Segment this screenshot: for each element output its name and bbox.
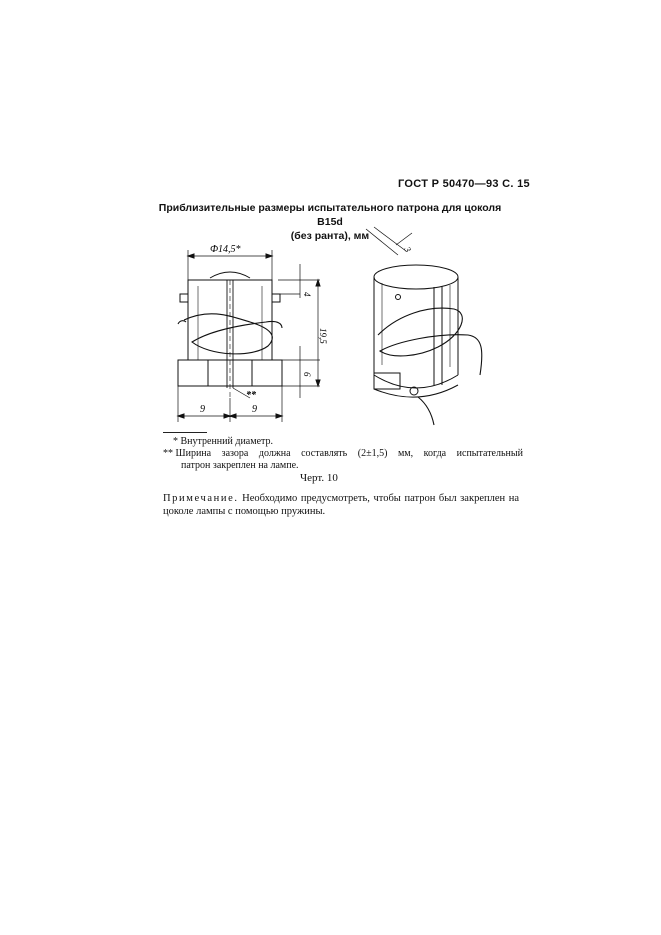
note-label: Примечание. bbox=[163, 493, 239, 504]
fn2-word: (2±1,5) bbox=[357, 448, 388, 459]
note-paragraph bbox=[163, 492, 519, 518]
note-text: Необходимо предусмотреть, чтобы патрон был закреплен на цоколе лампы с помощью пружины. bbox=[163, 493, 519, 517]
fn2-word: мм, bbox=[397, 448, 414, 459]
figure-title-line-1: Приблизительные размеры испытательного патрона для цоколя B15d bbox=[158, 202, 502, 228]
fn2-word: когда bbox=[423, 448, 447, 459]
footnote-2-line-2: патрон закреплен на лампе. bbox=[181, 460, 299, 471]
gap-marker-label: ** bbox=[246, 390, 256, 401]
footnote-2-line-1 bbox=[163, 448, 523, 460]
figure-caption: Черт. 10 bbox=[300, 472, 338, 484]
page-header: ГОСТ Р 50470—93 С. 15 bbox=[398, 178, 530, 190]
dim-gap-label: 3 bbox=[402, 245, 414, 254]
socket-perspective-drawing bbox=[358, 225, 498, 435]
footnote-1: * Внутренний диаметр. bbox=[173, 436, 273, 447]
fn2-word: должна bbox=[258, 448, 291, 459]
dim-diameter-label: Ф14,5* bbox=[210, 244, 241, 255]
fn2-word: зазора bbox=[221, 448, 249, 459]
fn2-word: ** Ширина bbox=[163, 448, 212, 459]
dim-height-label: 19,5 bbox=[318, 328, 328, 344]
fn2-word: испытательный bbox=[456, 448, 523, 459]
footnote-divider bbox=[163, 432, 207, 433]
dim-top-label: 4 bbox=[302, 292, 312, 297]
footnotes bbox=[163, 436, 523, 472]
fn2-word: составлять bbox=[301, 448, 348, 459]
figure-title-line-2: (без ранта), мм bbox=[290, 230, 370, 242]
dim-bottom-label: 6 bbox=[302, 372, 312, 377]
dim-width-left-label: 9 bbox=[200, 404, 205, 415]
dim-width-right-label: 9 bbox=[252, 404, 257, 415]
socket-front-view-drawing bbox=[160, 238, 340, 428]
